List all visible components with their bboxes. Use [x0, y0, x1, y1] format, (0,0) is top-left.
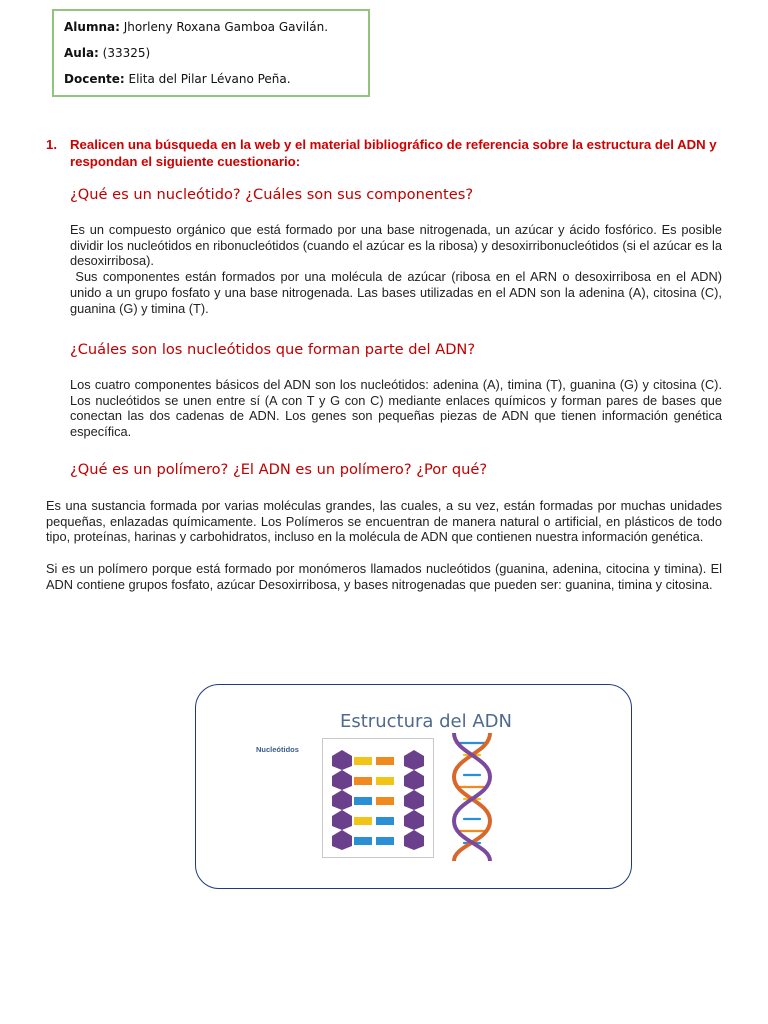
teacher-label: Docente:: [64, 72, 125, 86]
answer-paragraph: Si es un polímero porque está formado por monómeros llamados nucleótidos (guanina, adenina, citocina y timina). El ADN contiene grupos fosfato, azúcar Desoxirribosa, y bases nitrogenadas que pueden ser: guanina, timina y citosina.: [46, 560, 722, 592]
student-name: Jhorleny Roxana Gamboa Gavilán.: [123, 20, 329, 34]
student-info-box: [52, 9, 370, 97]
answer-dna-nucleotides: [70, 377, 722, 440]
teacher-row: [64, 70, 358, 96]
answer-polymer: [46, 498, 722, 592]
subquestion-dna-nucleotides: ¿Cuáles son los nucleótidos que forman parte del ADN?: [70, 341, 476, 358]
question-number: 1.: [46, 137, 57, 152]
answer-paragraph: Es una sustancia formada por varias moléculas grandes, las cuales, a su vez, están formadas por muchas unidades pequeñas, enlazadas químicamente. Los Polímeros se encuentran de manera natural o artificial, en plásticos de todo tipo, proteínas, harinas y carbohidratos, incluso en la molécula de ADN que contienen nuestra información genética.: [46, 498, 722, 545]
nucleotide-diagram: [322, 738, 434, 858]
answer-paragraph: Los cuatro componentes básicos del ADN son los nucleótidos: adenina (A), timina (T), guanina (G) y citosina (C). Los nucleótidos se unen entre sí (A con T y G con C) mediante enlaces químicos y forman pares de bases que conectan las dos cadenas de ADN. Los genes son pequeñas piezas de ADN que tienen información genética específica.: [70, 377, 722, 440]
class-label: Aula:: [64, 46, 99, 60]
answer-nucleotide: [70, 222, 726, 316]
nucleotides-label: Nucleótidos: [256, 745, 299, 754]
teacher-name: Elita del Pilar Lévano Peña.: [128, 72, 291, 86]
class-row: [64, 44, 358, 70]
student-label: Alumna:: [64, 20, 120, 34]
answer-paragraph: Es un compuesto orgánico que está formado por una base nitrogenada, un azúcar y ácido fosfórico. Es posible dividir los nucleótidos en ribonucleótidos (cuando el azúcar es la ribosa) y desoxirribonucleótidos (si el azúcar es la desoxirribosa).: [70, 222, 722, 269]
subquestion-polymer: ¿Qué es un polímero? ¿El ADN es un polímero? ¿Por qué?: [70, 461, 488, 478]
question-text: Realicen una búsqueda en la web y el material bibliográfico de referencia sobre la estructura del ADN y respondan el siguiente cuestionario:: [70, 137, 717, 169]
student-row: [64, 18, 358, 44]
class-value: (33325): [102, 46, 151, 60]
figure-title: Estructura del ADN: [340, 711, 512, 732]
answer-paragraph: Sus componentes están formados por una molécula de azúcar (ribosa en el ARN o desoxirribosa en el ADN) unido a un grupo fosfato y una base nitrogenada. Las bases utilizadas en el ADN son la adenina (A), citosina (C), guanina (G) y timina (T).: [70, 269, 726, 316]
dna-helix-icon: [444, 733, 500, 861]
subquestion-nucleotide: ¿Qué es un nucleótido? ¿Cuáles son sus componentes?: [70, 186, 474, 203]
